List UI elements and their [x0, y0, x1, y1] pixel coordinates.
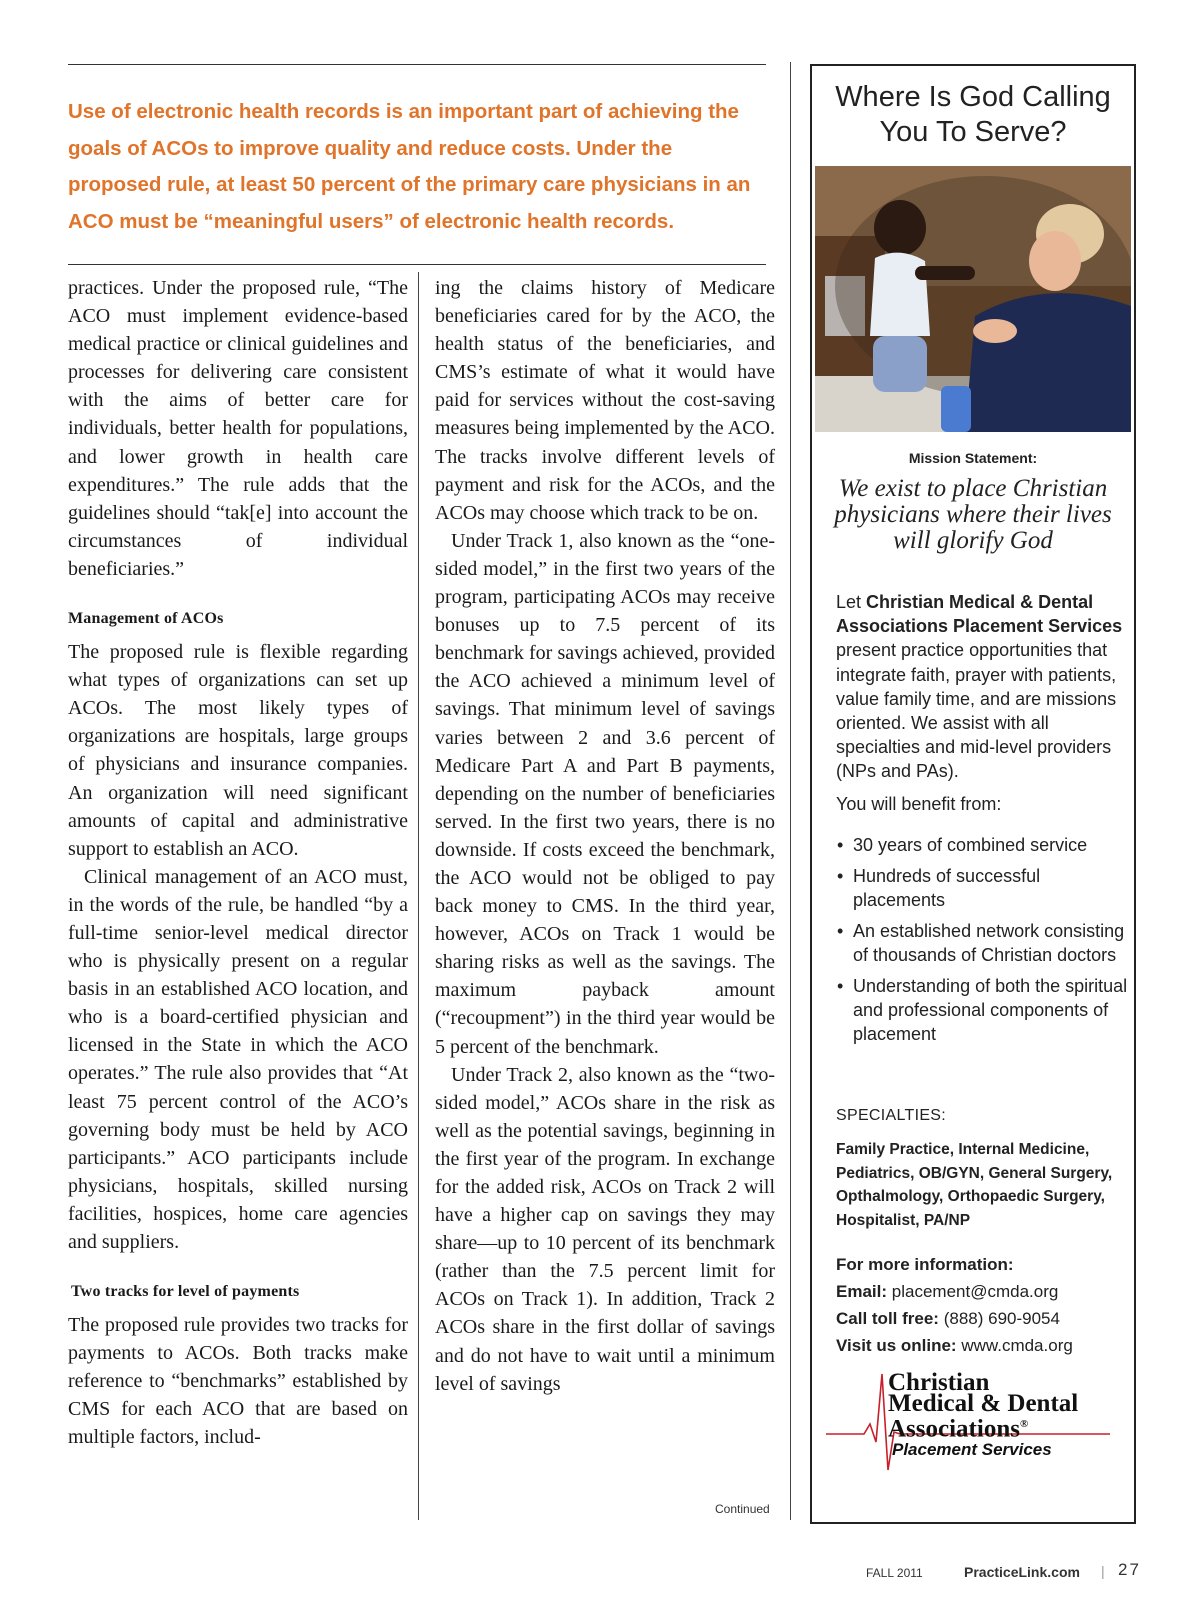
paragraph: The proposed rule provides two tracks for payments to ACOs. Both tracks make reference to “benchmarks” established by CMS for each ACO that are based on multiple factors, includ- [68, 1314, 408, 1449]
website-link[interactable]: www.cmda.org [961, 1336, 1073, 1355]
pull-quote-rule [68, 264, 766, 265]
paragraph: Under Track 1, also known as the “one-sided model,” in the first two years of the program, participating ACOs may receive bonuses up to 7.5 percent of its benchmark for savings achieved, provided the ACO achieved a minimum level of savings. That minimum level of savings varies between 2 and 3.6 percent of Medicare Part A and Part B payments, depending on the number of beneficiaries served. In the first two years, there is no downside. If costs exceed the benchmark, the ACO would not be obliged to pay back money to CMS. In the third year, however, ACOs on Track 1 would be sharing risks as well as the savings. The maximum payback amount (“recoupment”) in the third year would be 5 percent of the benchmark. [435, 529, 775, 1058]
logo-line-2: Medical & Dental [888, 1390, 1079, 1417]
paragraph: practices. Under the proposed rule, “The ACO must implement evidence-based medical practice or clinical guidelines and processes for delivering care consistent with the aims of better care for individuals, better health for populations, and lower growth in health care expenditures.” The rule adds that the guidelines should “tak[e] into account the circumstances of individual beneficiaries.” [68, 277, 408, 580]
org-name: Christian Medical & Dental Associations Placement Services [836, 592, 1123, 637]
web-label: Visit us online: [836, 1336, 957, 1355]
ad-photo [815, 166, 1131, 432]
continued-label: Continued [715, 1502, 770, 1516]
paragraph: Under Track 2, also known as the “two-sided model,” ACOs share in the risk as well as the potential savings, beginning in the first year of the program. In exchange for the added risk, ACOs on Track 2 will have a higher cap on savings they may share—up to 10 percent of its benchmark (rather than the 7.5 percent limit for ACOs on Track 1). In addition, Track 2 ACOs share in the first dollar of savings and do not have to wait until a minimum level of savings [435, 1063, 775, 1395]
issue-label: FALL 2011 [866, 1566, 923, 1580]
ad-photo-illustration [815, 166, 1131, 432]
paragraph: The proposed rule is flexible regarding what types of organizations can set up ACOs. The most likely types of organizations are hospitals, large groups of physicians and insurance companies. An organization will need significant amounts of capital and administrative support to establish an ACO. [68, 641, 408, 860]
list-item: • 30 years of combined service [836, 833, 1128, 857]
ad-title: Where Is God Calling You To Serve? [835, 81, 1111, 148]
cmda-advertisement [810, 64, 1136, 1524]
email-label: Email: [836, 1282, 888, 1301]
specialties-label: SPECIALTIES: [836, 1107, 947, 1124]
list-item: • An established network consisting of thousands of Christian doctors [836, 919, 1128, 967]
logo-line-3: Associations [888, 1415, 1020, 1443]
email-link[interactable]: placement@cmda.org [891, 1282, 1059, 1301]
footer-separator: | [1101, 1563, 1105, 1579]
contact-info [836, 1251, 1130, 1359]
benefit-lead: You will benefit from: [836, 794, 1002, 814]
logo-subtitle: Placement Services [892, 1440, 1052, 1459]
list-item: • Understanding of both the spiritual and professional components of placement [836, 974, 1128, 1046]
mission-label: Mission Statement: [908, 450, 1038, 466]
column-divider [418, 272, 419, 1520]
article-column-1 [68, 274, 408, 1452]
site-name: PracticeLink.com [964, 1564, 1080, 1580]
specialties-list: Family Practice, Internal Medicine, Pediatrics, OB/GYN, General Surgery, Opthalmology, Orthopaedic Surgery, Hospitalist, PA/NP [836, 1141, 1113, 1229]
body-let: Let [836, 592, 862, 612]
logo-line-1: Christian [888, 1369, 990, 1396]
list-item: • Hundreds of successful placements [836, 864, 1128, 912]
paragraph: ing the claims history of Medicare beneficiaries cared for by the ACO, the health status of the beneficiaries, and CMS’s estimate of what it would have paid for services without the cost-saving measures being implemented by the ACO. The tracks involve different levels of payment and risk for the ACOs, and the ACOs may choose which track to be on. [435, 277, 775, 524]
phone-number[interactable]: (888) 690-9054 [943, 1309, 1060, 1328]
page-number: 27 [1118, 1560, 1141, 1579]
ad-body [836, 590, 1128, 784]
logo-wordmark [888, 1369, 1079, 1443]
benefits-list [836, 833, 1128, 1053]
section-heading: Management of ACOs [68, 610, 224, 628]
more-info-label: For more information: [836, 1255, 1014, 1274]
section-heading: Two tracks for level of payments [71, 1283, 300, 1301]
paragraph: Clinical management of an ACO must, in the words of the rule, be handled “by a full-time senior-level medical director who is physically present on a regular basis in an established ACO location, and who is a board-certified physician and licensed in the State in which the ACO operates.” The rule also provides that “At least 75 percent control of the ACO’s governing body must be held by ACO participants.” ACO participants include physicians, hospitals, skilled nursing facilities, hospices, home care agencies and suppliers. [68, 865, 408, 1253]
article-column-2 [435, 274, 775, 1398]
body-rest: present practice opportunities that integrate faith, prayer with patients, value family time, and are missions oriented. We assist with all specialties and mid-level providers (NPs and PAs). [836, 640, 1117, 782]
mission-statement: We exist to place Christian physicians where their lives will glorify God [834, 475, 1112, 554]
sidebar-divider [790, 62, 791, 1520]
registered-mark: ® [1019, 1418, 1029, 1430]
top-rule [68, 64, 766, 65]
cmda-logo [824, 1366, 1124, 1476]
pull-quote: Use of electronic health records is an important part of achieving the goals of ACOs to improve quality and reduce costs. Under the proposed rule, at least 50 percent of the primary care physicians in an ACO must be “meaningful users” of electronic health records. [68, 100, 751, 233]
phone-label: Call toll free: [836, 1309, 939, 1328]
